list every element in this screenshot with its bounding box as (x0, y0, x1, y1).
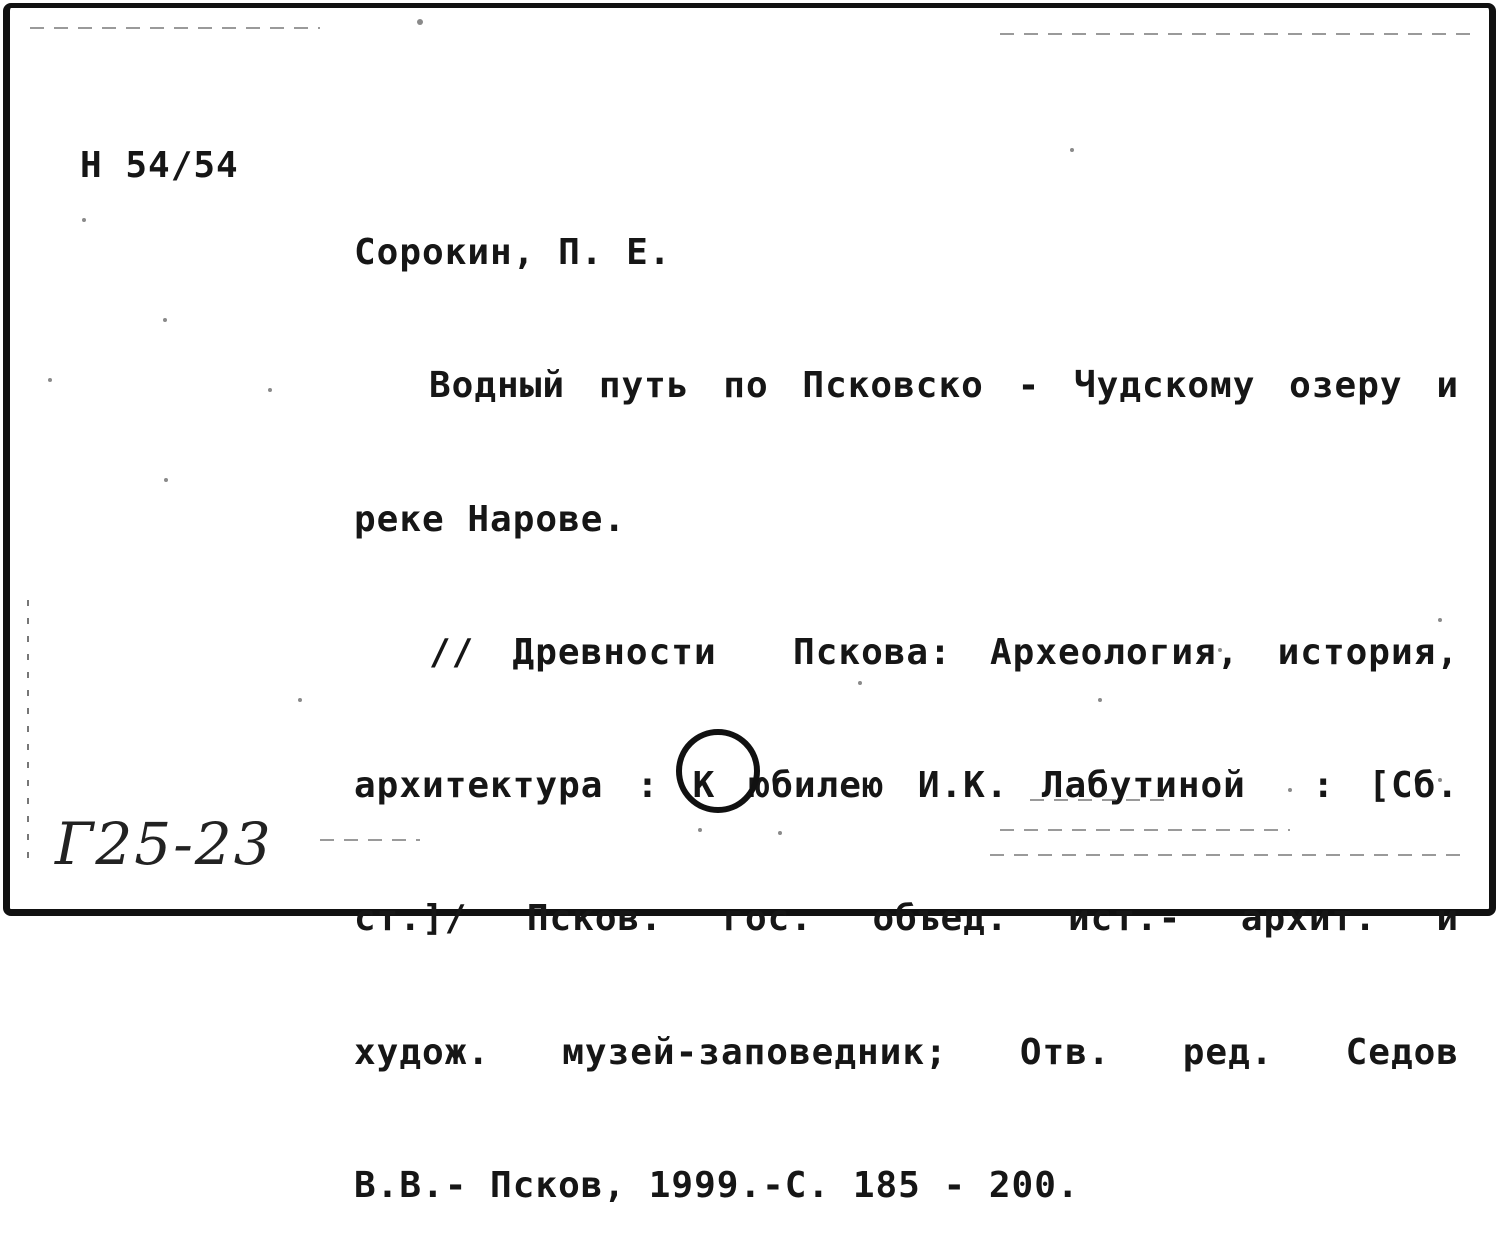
entry-line-3: // Древности Пскова: Археология, история, (429, 631, 1459, 673)
entry-line-2: реке Нарове. (354, 498, 627, 540)
entry-line-1: Водный путь по Псковско - Чудскому озеру и (429, 365, 1459, 407)
entry-line-5: ст.]/ Псков. гос. объед. ист.- архит. и (354, 898, 1459, 940)
author-heading: Сорокин, П. Е. (354, 232, 672, 273)
entry-line-7: В.В.- Псков, 1999.-С. 185 - 200. (354, 1165, 1080, 1207)
punch-hole (676, 729, 760, 813)
entry-line-6: худож. музей-заповедник; Отв. ред. Седов (354, 1031, 1459, 1073)
shelfmark: Н 54/54 (80, 145, 239, 186)
entry-line-4: архитектура : К юбилею И.К. Лабутиной : [Сб. (354, 765, 1459, 807)
bibliographic-entry (354, 145, 1459, 1252)
handwritten-note: Г25-23 (55, 810, 273, 878)
